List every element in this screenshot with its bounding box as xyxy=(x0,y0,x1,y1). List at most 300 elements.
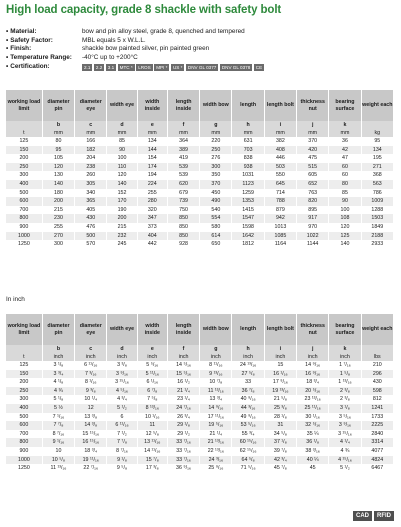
table-cell: 200 xyxy=(6,154,42,163)
table-cell: 570 xyxy=(75,240,107,249)
table-cell: 18 ³/₄ xyxy=(297,378,329,387)
table-cell: 250 xyxy=(6,387,42,396)
table-cell: 19 ⁵/₁₆ xyxy=(200,421,232,430)
column-letter: e xyxy=(137,345,167,353)
table-cell: 220 xyxy=(200,137,232,146)
table-cell: 400 xyxy=(6,180,42,189)
column-header: width bow xyxy=(200,314,232,345)
table-row xyxy=(6,413,394,422)
table-row xyxy=(6,456,394,465)
table-cell: 24 ¹³/₁₆ xyxy=(232,361,264,370)
table-cell: 786 xyxy=(361,189,393,198)
table-cell: 7 ⁵/₈ xyxy=(137,395,167,404)
table-cell: 194 xyxy=(137,171,167,180)
table-row xyxy=(6,146,394,155)
table-cell: 917 xyxy=(297,214,329,223)
table-cell: 33 ⁷/₁₆ xyxy=(167,456,199,465)
table-cell: 154 xyxy=(137,154,167,163)
column-letter: f xyxy=(167,121,199,129)
table-cell: 364 xyxy=(167,137,199,146)
column-letter: g xyxy=(200,345,232,353)
table-cell: 17 ¹¹/₁₆ xyxy=(200,413,232,422)
table-cell: 62 ¹⁵/₁₆ xyxy=(232,447,264,456)
table-cell: 631 xyxy=(232,137,264,146)
table-cell: 1288 xyxy=(361,206,393,215)
column-letter: h xyxy=(232,121,264,129)
table-cell: 44 ³/₁₆ xyxy=(232,404,264,413)
table-cell: 3 ¹/₈ xyxy=(42,361,74,370)
table-cell: 1144 xyxy=(297,240,329,249)
table-cell: 64 ⁵/₈ xyxy=(232,456,264,465)
table-cell: 1013 xyxy=(264,223,296,232)
column-unit: lbs xyxy=(361,353,393,361)
table-cell: 260 xyxy=(75,171,107,180)
table-cell: 700 xyxy=(6,206,42,215)
table-cell: 820 xyxy=(297,197,329,206)
table-body xyxy=(6,137,394,249)
table-cell: 19 ¹¹/₁₆ xyxy=(75,456,107,465)
table-cell: 763 xyxy=(297,189,329,198)
table-cell: 22 ⁷/₁₆ xyxy=(75,464,107,473)
table-cell: 17 ³/₈ xyxy=(137,464,167,473)
table-cell: 645 xyxy=(264,180,296,189)
table-cell: 3 ⁵/₁₆ xyxy=(329,413,361,422)
table-cell: 598 xyxy=(361,387,393,396)
column-unit: inch xyxy=(200,353,232,361)
rfid-badge[interactable]: RFID xyxy=(374,511,394,521)
table-cell: 125 xyxy=(6,137,42,146)
table-cell: 9 ³/₈ xyxy=(75,387,107,396)
table-cell: 942 xyxy=(264,214,296,223)
table-cell: 224 xyxy=(137,180,167,189)
table-cell: 1164 xyxy=(264,240,296,249)
table-cell: 14 ¹¹/₁₆ xyxy=(137,447,167,456)
table-cell: 134 xyxy=(361,146,393,155)
table-cell: 652 xyxy=(297,180,329,189)
column-letter: c xyxy=(75,345,107,353)
table-cell: 15 ⁵/₁₆ xyxy=(167,370,199,379)
table-cell: 1849 xyxy=(361,223,393,232)
table-cell: 8 ¹¹/₁₆ xyxy=(200,361,232,370)
table-cell: 6 ¹/₁₆ xyxy=(137,378,167,387)
table-cell: 33 ⁷/₁₆ xyxy=(167,447,199,456)
table-cell: 600 xyxy=(6,421,42,430)
table-cell: 14 ³/₈ xyxy=(75,421,107,430)
table-cell: 850 xyxy=(167,214,199,223)
table-cell: 140 xyxy=(329,240,361,249)
table-cell: 23 ¹/₄ xyxy=(167,395,199,404)
table-cell: 21 ⁵/₈ xyxy=(264,395,296,404)
column-unit: mm xyxy=(329,129,361,137)
table-cell: 49 ⁹/₁₆ xyxy=(232,413,264,422)
table-row xyxy=(6,214,394,223)
column-header: length xyxy=(232,314,264,345)
table-cell: 170 xyxy=(107,197,137,206)
column-header: bearing surface xyxy=(329,90,361,121)
table-cell: 10 ⁷/₈ xyxy=(200,378,232,387)
table-body xyxy=(6,361,394,473)
table-cell: 446 xyxy=(264,154,296,163)
table-row xyxy=(6,370,394,379)
spec-list xyxy=(6,28,264,72)
column-letter: k xyxy=(329,121,361,129)
table-cell: 540 xyxy=(200,206,232,215)
table-cell: 7 ⁷/₈ xyxy=(107,438,137,447)
table-cell: 36 ⁹/₁₆ xyxy=(167,464,199,473)
table-cell: 150 xyxy=(6,146,42,155)
column-unit: mm xyxy=(297,129,329,137)
table-cell: 900 xyxy=(6,447,42,456)
table-cell: 100 xyxy=(329,206,361,215)
table-cell: 3 ¹⁵/₁₆ xyxy=(329,430,361,439)
table-cell: 365 xyxy=(75,197,107,206)
table-cell: 1642 xyxy=(232,232,264,241)
table-cell: 16 ¹⁵/₁₆ xyxy=(75,438,107,447)
table-cell: 245 xyxy=(107,240,137,249)
table-cell: 34 ⁵/₈ xyxy=(264,430,296,439)
column-header: weight each xyxy=(361,314,393,345)
column-header: diameter eye xyxy=(75,90,107,121)
column-unit: mm xyxy=(167,129,199,137)
table-cell: 4 ¾ xyxy=(42,387,74,396)
table-cell: 125 xyxy=(6,361,42,370)
table-cell: 200 xyxy=(6,378,42,387)
table-cell: 130 xyxy=(42,171,74,180)
table-cell: 6 ⁷/₈ xyxy=(137,387,167,396)
table-cell: 14 ⁹/₁₆ xyxy=(297,361,329,370)
table-row xyxy=(6,206,394,215)
table-cell: 3 ¹⁵/₁₆ xyxy=(107,378,137,387)
column-unit: mm xyxy=(75,129,107,137)
table-cell: 9 ¹/₁₆ xyxy=(42,438,74,447)
table-row xyxy=(6,447,394,456)
table-cell: 300 xyxy=(6,395,42,404)
table-row xyxy=(6,464,394,473)
table-cell: 7 ¹/₂ xyxy=(107,430,137,439)
table-cell: 1009 xyxy=(361,197,393,206)
table-cell: 938 xyxy=(232,163,264,172)
table-row xyxy=(6,180,394,189)
table-cell: 180 xyxy=(42,189,74,198)
table-cell: 1259 xyxy=(232,189,264,198)
table-cell: 703 xyxy=(232,146,264,155)
spec-table-mm xyxy=(6,90,394,249)
spec-key: • Certification: xyxy=(6,63,82,72)
table-cell: 620 xyxy=(167,180,199,189)
table-cell: 679 xyxy=(167,189,199,198)
table-unit-row xyxy=(6,353,394,361)
table-cell: 8 ⁷/₁₆ xyxy=(107,447,137,456)
column-letter: c xyxy=(75,121,107,129)
certification-badges xyxy=(82,64,264,71)
table-cell: 370 xyxy=(297,137,329,146)
table-cell: 7 ¹/₁₆ xyxy=(42,413,74,422)
table-row xyxy=(6,154,394,163)
table-cell: 29 ¹/₈ xyxy=(167,421,199,430)
table-cell: 600 xyxy=(6,197,42,206)
spec-value: shackle bow painted silver, pin painted green xyxy=(82,45,210,53)
table-cell: 5 ¹¹/₁₆ xyxy=(137,370,167,379)
table-cell: 408 xyxy=(264,146,296,155)
page-title: High load capacity, grade 8 shackle with safety bolt xyxy=(6,4,282,16)
table-cell: 90 xyxy=(107,146,137,155)
column-header: width bow xyxy=(200,90,232,121)
table-cell: 45 xyxy=(297,464,329,473)
table-row xyxy=(6,361,394,370)
table-cell: 1085 xyxy=(264,232,296,241)
table-cell: 1 ⁵/₈ xyxy=(329,370,361,379)
table-cell: 250 xyxy=(6,163,42,172)
column-header: bearing surface xyxy=(329,314,361,345)
table-cell: 9 ¹³/₁₆ xyxy=(200,370,232,379)
table-cell: 5 ¹/₂ xyxy=(329,464,361,473)
table-cell: 120 xyxy=(42,163,74,172)
table-cell: 300 xyxy=(42,240,74,249)
table-cell: 296 xyxy=(361,370,393,379)
table-row xyxy=(6,171,394,180)
spec-key: • Safety Factor: xyxy=(6,37,82,46)
table-cell: 500 xyxy=(75,232,107,241)
table-cell: 36 xyxy=(329,137,361,146)
spec-certification xyxy=(6,63,264,72)
table-cell: 42 ³/₄ xyxy=(264,456,296,465)
table-cell: 650 xyxy=(200,240,232,249)
table-cell: 1022 xyxy=(297,232,329,241)
table-cell: 838 xyxy=(232,154,264,163)
spec-temperature-range xyxy=(6,54,264,63)
table-cell: 120 xyxy=(329,223,361,232)
table-cell: 110 xyxy=(107,163,137,172)
table-cell: 800 xyxy=(6,438,42,447)
table-cell: 60 xyxy=(329,163,361,172)
table-cell: 1031 xyxy=(232,171,264,180)
table-cell: 20 ⁵/₁₆ xyxy=(297,387,329,396)
table-cell: 580 xyxy=(200,223,232,232)
table-cell: 389 xyxy=(167,146,199,155)
column-unit: mm xyxy=(42,129,74,137)
table-cell: 144 xyxy=(137,146,167,155)
table-cell: 15 xyxy=(264,361,296,370)
table-cell: 47 xyxy=(329,154,361,163)
table-cell: 5 ¹/₈ xyxy=(42,395,74,404)
table-cell: 3 ¹/₈ xyxy=(329,404,361,413)
table-cell: 1241 xyxy=(361,404,393,413)
column-letter: d xyxy=(107,121,137,129)
table-cell: 3 ³/₄ xyxy=(42,370,74,379)
table-cell: 6 xyxy=(107,413,137,422)
table-cell: 895 xyxy=(297,206,329,215)
column-header: thickness nut xyxy=(297,314,329,345)
column-letter: h xyxy=(232,345,264,353)
table-cell: 500 xyxy=(6,189,42,198)
table-cell: 1250 xyxy=(6,240,42,249)
table-cell: 9 ⁵/₈ xyxy=(107,464,137,473)
table-cell: 134 xyxy=(137,137,167,146)
table-cell: 21 ¹/₄ xyxy=(200,430,232,439)
table-cell: 2 ³/₈ xyxy=(329,387,361,396)
column-letter xyxy=(6,345,42,353)
table-cell: 4077 xyxy=(361,447,393,456)
column-unit: mm xyxy=(264,129,296,137)
table-cell: 182 xyxy=(75,146,107,155)
column-letter: b xyxy=(42,345,74,353)
column-header: thickness nut xyxy=(297,90,329,121)
table-cell: 490 xyxy=(200,197,232,206)
column-unit: inch xyxy=(42,353,74,361)
column-unit: inch xyxy=(107,353,137,361)
table-cell: 10 ⁵/₈ xyxy=(42,456,74,465)
table-row xyxy=(6,189,394,198)
column-unit: inch xyxy=(297,353,329,361)
table-cell: 2225 xyxy=(361,421,393,430)
table-cell: 750 xyxy=(167,206,199,215)
table-cell: 12 ⁵/₈ xyxy=(137,430,167,439)
table-cell: 970 xyxy=(297,223,329,232)
table-cell: 33 xyxy=(232,378,264,387)
table-cell: 276 xyxy=(200,154,232,163)
table-cell: 280 xyxy=(137,197,167,206)
column-letter xyxy=(361,345,393,353)
column-letter: b xyxy=(42,121,74,129)
column-header: length bolt xyxy=(264,90,296,121)
section-label-inch: In inch xyxy=(6,296,25,303)
spec-table-inch xyxy=(6,314,394,473)
table-cell: 11 ¹³/₁₆ xyxy=(42,464,74,473)
column-header: width inside xyxy=(137,90,167,121)
table-cell: 5 ½ xyxy=(42,404,74,413)
table-cell: 4 ³/₄ xyxy=(107,395,137,404)
table-cell: 140 xyxy=(42,180,74,189)
table-cell: 1353 xyxy=(232,197,264,206)
table-cell: 11 ¹³/₁₆ xyxy=(200,387,232,396)
table-cell: 200 xyxy=(107,214,137,223)
table-cell: 2933 xyxy=(361,240,393,249)
column-letter: i xyxy=(264,121,296,129)
table-cell: 195 xyxy=(361,154,393,163)
table-cell: 7 ³/₁₆ xyxy=(75,370,107,379)
table-cell: 347 xyxy=(137,214,167,223)
table-cell: 9 ¹/₈ xyxy=(107,456,137,465)
table-cell: 15 ¹⁵/₁₆ xyxy=(75,430,107,439)
table-cell: 210 xyxy=(361,361,393,370)
table-cell: 29 ¹/₂ xyxy=(167,430,199,439)
table-cell: 370 xyxy=(200,180,232,189)
spec-value: -40°C up to +200°C xyxy=(82,53,138,61)
table-cell: 271 xyxy=(361,163,393,172)
table-row xyxy=(6,240,394,249)
table-cell: 1598 xyxy=(232,223,264,232)
table-cell: 100 xyxy=(107,154,137,163)
table-cell: 85 xyxy=(107,137,137,146)
table-cell: 442 xyxy=(137,240,167,249)
table-cell: 8 ¹/₁₆ xyxy=(75,378,107,387)
table-cell: 2840 xyxy=(361,430,393,439)
table-cell: 33 ⁷/₁₆ xyxy=(167,438,199,447)
table-cell: 28 ¹/₈ xyxy=(264,413,296,422)
table-cell: 6 ¹¹/₁₆ xyxy=(75,361,107,370)
table-cell: 125 xyxy=(329,232,361,241)
column-unit: inch xyxy=(329,353,361,361)
spec-value: MBL equals 5 x W.L.L. xyxy=(82,36,146,44)
table-cell: 21 ¹³/₁₆ xyxy=(200,438,232,447)
table-cell: 30 ¹/₁₆ xyxy=(297,413,329,422)
column-header: width eye xyxy=(107,314,137,345)
table-cell: 16 ¹/₂ xyxy=(167,378,199,387)
table-row xyxy=(6,430,394,439)
table-cell: 55 ³/₄ xyxy=(232,430,264,439)
column-header: working load limit xyxy=(6,90,42,121)
table-cell: 19 ¹³/₁₆ xyxy=(264,387,296,396)
table-cell: 320 xyxy=(137,206,167,215)
table-row xyxy=(6,137,394,146)
table-cell: 614 xyxy=(200,232,232,241)
certification-badge: 3.1 xyxy=(107,64,115,70)
column-header: length inside xyxy=(167,90,199,121)
table-cell: 36 ⁷/₈ xyxy=(232,387,264,396)
table-cell: 1415 xyxy=(232,206,264,215)
column-unit: mm xyxy=(200,129,232,137)
certification-badge: CE xyxy=(255,64,263,70)
column-unit: inch xyxy=(264,353,296,361)
column-header: length xyxy=(232,90,264,121)
table-cell: 1547 xyxy=(232,214,264,223)
table-cell: 5 ⁵/₁₆ xyxy=(137,361,167,370)
spec-safety-factor xyxy=(6,37,264,46)
table-cell: 350 xyxy=(200,171,232,180)
table-cell: 340 xyxy=(75,189,107,198)
table-cell: 1250 xyxy=(6,464,42,473)
table-row xyxy=(6,163,394,172)
table-row xyxy=(6,197,394,206)
table-cell: 71 ⁵/₁₆ xyxy=(232,464,264,473)
table-row xyxy=(6,378,394,387)
column-letter xyxy=(361,121,393,129)
table-cell: 150 xyxy=(6,370,42,379)
table-cell: 430 xyxy=(75,214,107,223)
table-cell: 430 xyxy=(361,378,393,387)
table-cell: 10 xyxy=(42,447,74,456)
column-header: width eye xyxy=(107,90,137,121)
table-cell: 230 xyxy=(42,214,74,223)
table-cell: 90 xyxy=(329,197,361,206)
table-cell: 500 xyxy=(6,413,42,422)
table-cell: 450 xyxy=(200,189,232,198)
table-letter-row xyxy=(6,121,394,129)
table-cell: 13 ¹¹/₁₆ xyxy=(137,438,167,447)
table-cell: 2188 xyxy=(361,232,393,241)
table-cell: 1 ¹³/₁₆ xyxy=(329,378,361,387)
table-cell: 13 ³/₈ xyxy=(75,413,107,422)
spec-finish xyxy=(6,45,264,54)
certification-badge: DNV GL 0378 xyxy=(221,64,251,70)
spec-key: • Temperature Range: xyxy=(6,54,82,63)
column-letter: j xyxy=(297,345,329,353)
table-letter-row xyxy=(6,345,394,353)
table-cell: 2 ³/₈ xyxy=(329,395,361,404)
table-cell: 166 xyxy=(75,137,107,146)
cad-badge[interactable]: CAD xyxy=(353,511,372,521)
table-cell: 539 xyxy=(167,171,199,180)
table-cell: 255 xyxy=(137,189,167,198)
spec-material xyxy=(6,28,264,37)
table-cell: 928 xyxy=(167,240,199,249)
column-header: diameter pin xyxy=(42,314,74,345)
table-cell: 812 xyxy=(361,395,393,404)
table-cell: 37 ¹/₈ xyxy=(264,438,296,447)
table-cell: 80 xyxy=(329,180,361,189)
table-cell: 503 xyxy=(264,163,296,172)
table-cell: 3314 xyxy=(361,438,393,447)
